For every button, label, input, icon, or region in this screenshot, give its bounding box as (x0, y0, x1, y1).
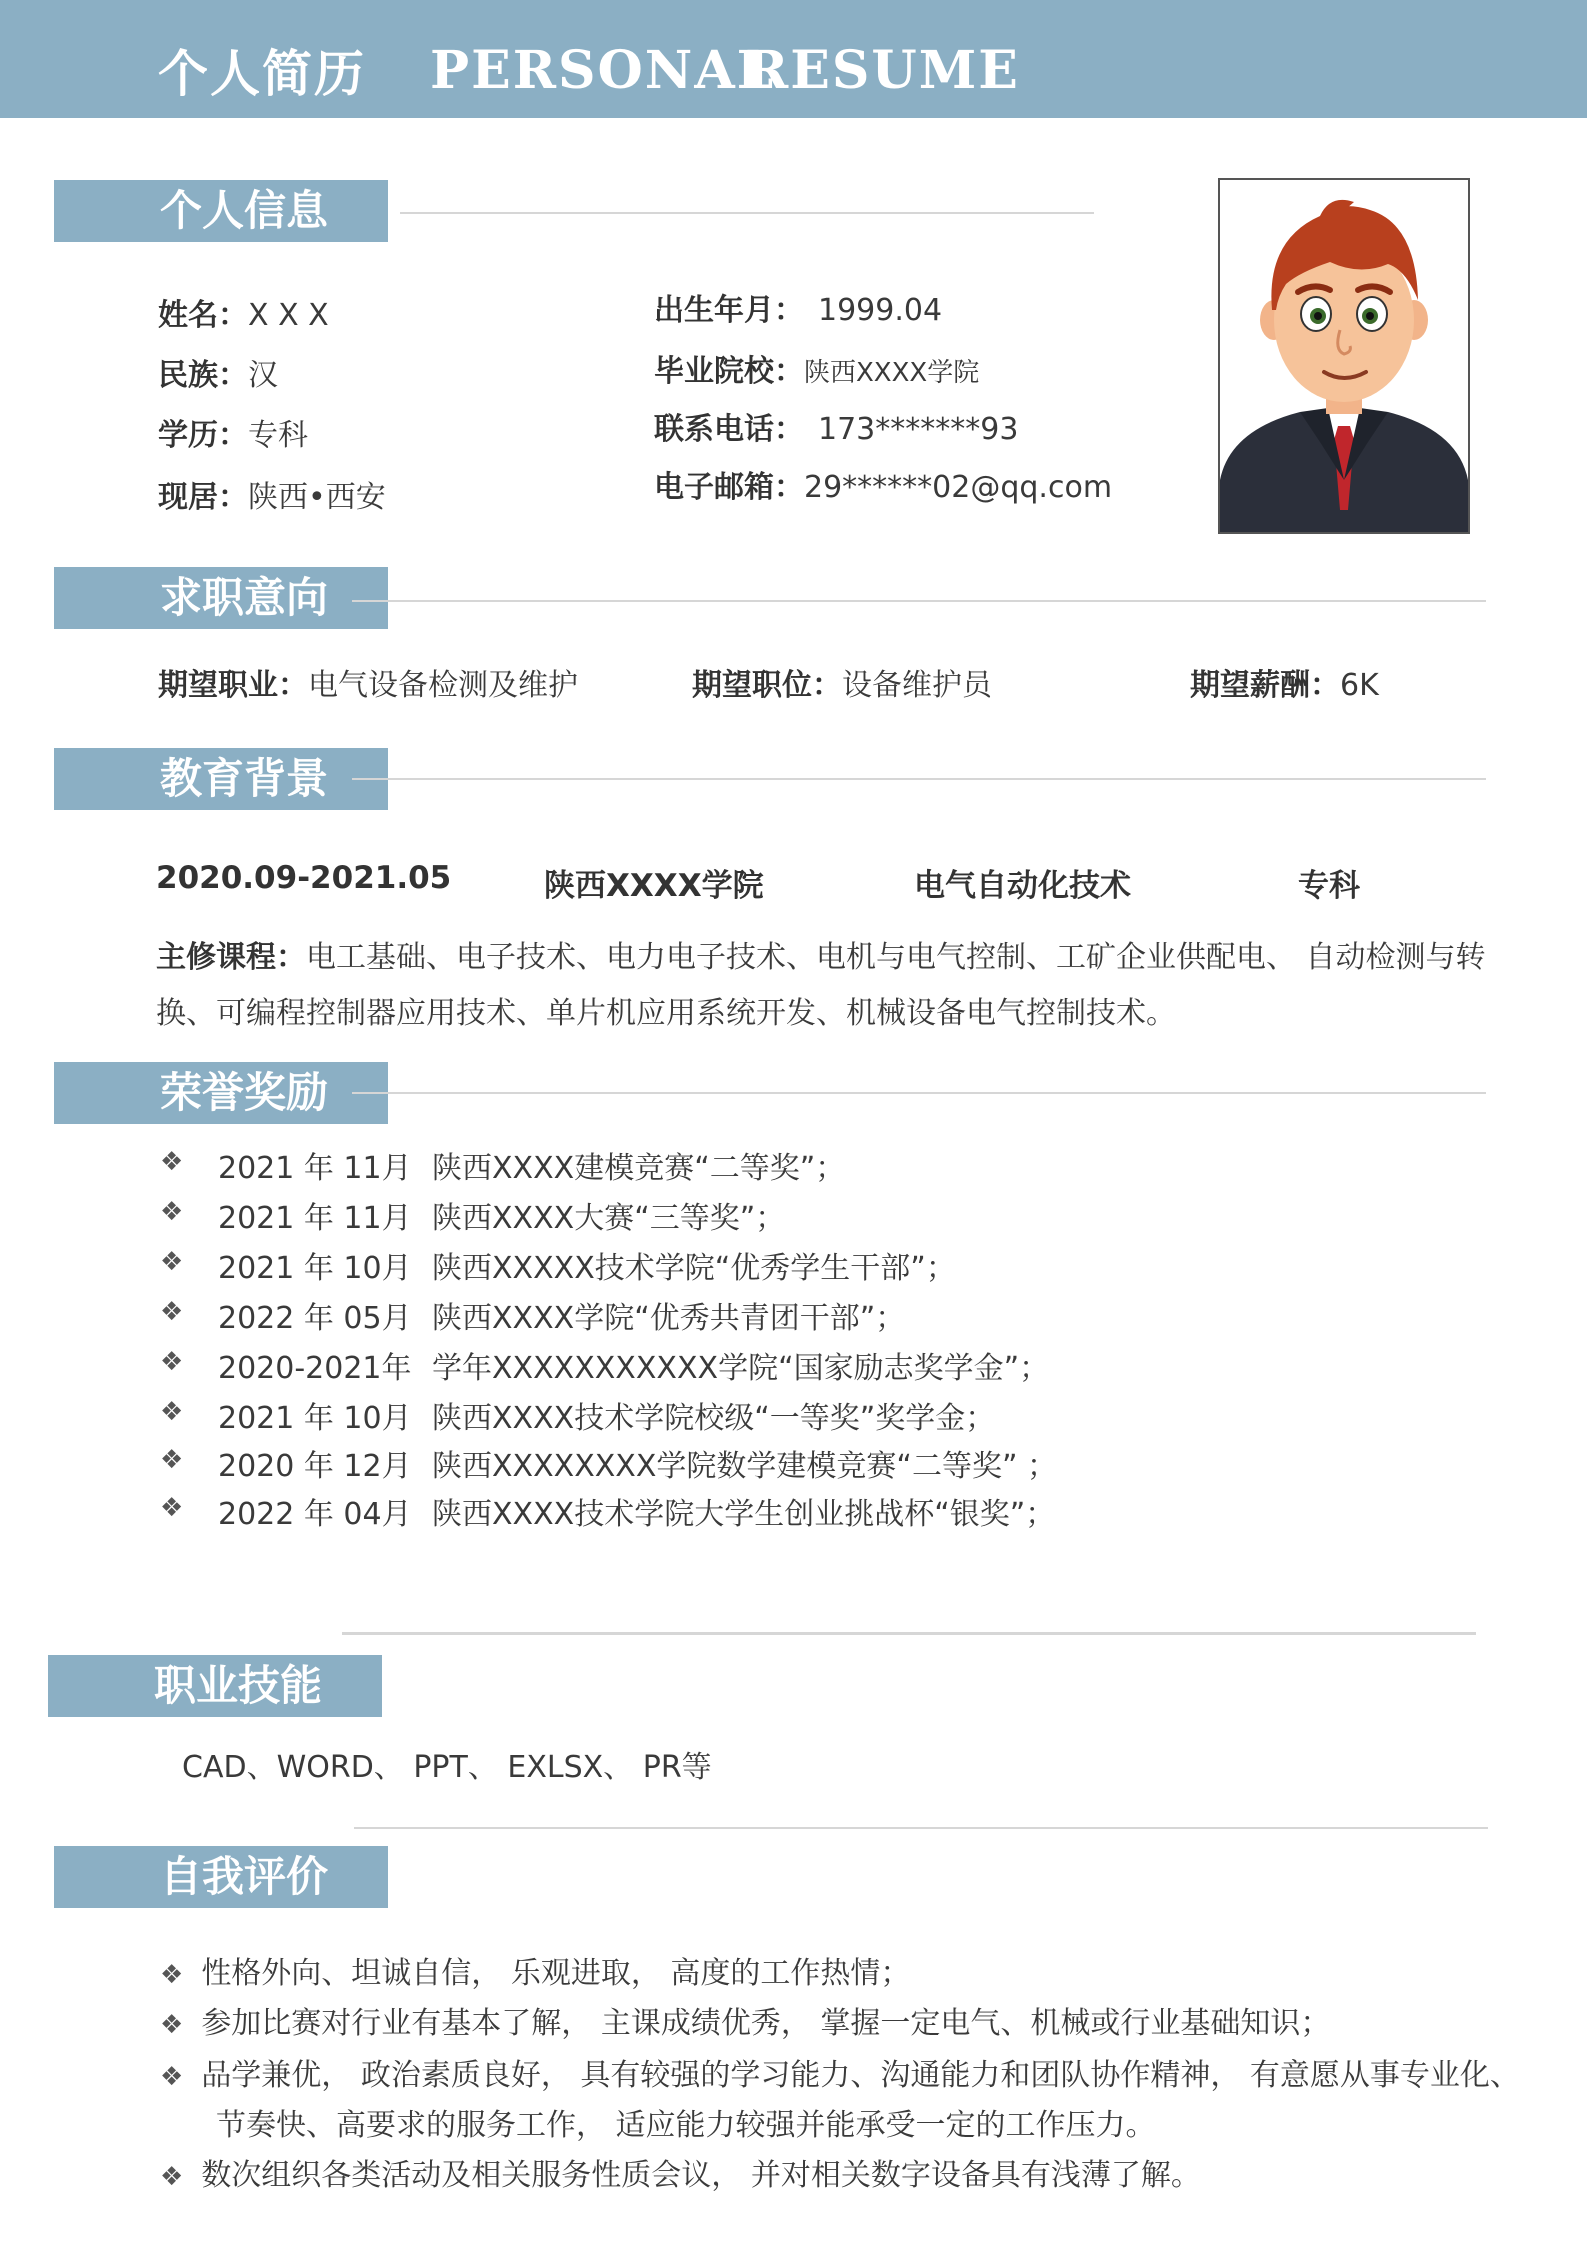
section-rule (352, 778, 1486, 780)
honor-item (160, 1193, 786, 1236)
bullet-icon: ❖ (160, 2162, 184, 2192)
honor-date: 2022 年 05月 (218, 1301, 412, 1336)
education-courses-line1: 主修课程：电工基础、电子技术、电力电子技术、电机与电气控制、工矿企业供配电、 自动检测与转 (156, 940, 1486, 975)
bullet-icon: ❖ (160, 2062, 184, 2092)
intent-position: 期望职位：设备维护员 (692, 668, 992, 703)
personal-phone: 联系电话： 173*******93 (654, 412, 1019, 447)
honor-text: 陕西XXXXXXXX学院数学建模竞赛“二等奖” ； (432, 1449, 1058, 1484)
bullet-icon: ❖ (160, 2010, 184, 2040)
header-banner (0, 0, 1587, 118)
section-rule (400, 212, 1094, 214)
self-eval-item (160, 2050, 1520, 2094)
personal-ethnicity: 民族：汉 (158, 358, 278, 393)
honor-item (160, 1243, 956, 1286)
personal-degree: 学历：专科 (158, 418, 308, 453)
bullet-icon: ❖ (160, 1347, 184, 1377)
section-title-personal: 个人信息 (54, 180, 388, 242)
honor-text: 学年XXXXXXXXXXX学院“国家励志奖学金”； (432, 1351, 1050, 1386)
bullet-icon: ❖ (160, 1247, 184, 1277)
bullet-icon: ❖ (160, 1445, 184, 1475)
honor-item (160, 1343, 1050, 1386)
section-rule (342, 1632, 1476, 1635)
honor-date: 2021 年 10月 (218, 1251, 412, 1286)
self-eval-text: 参加比赛对行业有基本了解， 主课成绩优秀， 掌握一定电气、机械或行业基础知识； (201, 2006, 1331, 2041)
bullet-icon: ❖ (160, 1493, 184, 1523)
self-eval-item (160, 1998, 1330, 2042)
honor-item (160, 1143, 846, 1186)
section-title-self-eval: 自我评价 (54, 1846, 388, 1908)
honor-item (160, 1489, 1056, 1532)
bullet-icon: ❖ (160, 1960, 184, 1990)
self-eval-text-continued: 节奏快、高要求的服务工作， 适应能力较强并能承受一定的工作压力。 (216, 2108, 1156, 2143)
personal-birth: 出生年月： 1999.04 (654, 293, 943, 328)
self-eval-text: 品学兼优， 政治素质良好， 具有较强的学习能力、沟通能力和团队协作精神， 有意愿从事专业化、 (201, 2058, 1520, 2093)
education-degree: 专科 (1298, 868, 1360, 904)
education-period: 2020.09-2021.05 (156, 860, 452, 896)
honor-date: 2021 年 10月 (218, 1401, 412, 1436)
self-eval-text: 数次组织各类活动及相关服务性质会议， 并对相关数字设备具有浅薄了解。 (201, 2158, 1201, 2193)
intent-salary: 期望薪酬：6K (1190, 668, 1379, 703)
honor-text: 陕西XXXXX技术学院“优秀学生干部”； (432, 1251, 956, 1286)
honor-date: 2020 年 12月 (218, 1449, 412, 1484)
self-eval-item (160, 1948, 910, 1992)
honor-date: 2021 年 11月 (218, 1201, 412, 1236)
personal-school: 毕业院校：陕西XXXX学院 (654, 354, 980, 389)
honor-date: 2022 年 04月 (218, 1497, 412, 1532)
profile-photo (1218, 178, 1470, 534)
honor-item (160, 1441, 1058, 1484)
honor-date: 2020-2021年 (218, 1351, 412, 1386)
avatar-illustration (1220, 180, 1468, 532)
honor-text: 陕西XXXX建模竞赛“二等奖”； (432, 1151, 846, 1186)
honor-text: 陕西XXXX技术学院大学生创业挑战杯“银奖”； (432, 1497, 1056, 1532)
self-eval-text: 性格外向、坦诚自信， 乐观进取， 高度的工作热情； (201, 1956, 911, 1991)
header-title-en-resume: RESUME (745, 40, 1020, 101)
section-rule (352, 600, 1486, 602)
honor-text: 陕西XXXX大赛“三等奖”； (432, 1201, 786, 1236)
intent-job: 期望职业：电气设备检测及维护 (158, 668, 578, 703)
personal-residence: 现居：陕西•西安 (158, 480, 386, 515)
personal-name: 姓名：X X X (158, 298, 329, 333)
honor-item (160, 1393, 996, 1436)
education-school: 陕西XXXX学院 (544, 868, 764, 904)
honor-date: 2021 年 11月 (218, 1151, 412, 1186)
section-rule (352, 1092, 1486, 1094)
honor-text: 陕西XXXX技术学院校级“一等奖”奖学金； (432, 1401, 996, 1436)
self-eval-item (160, 2150, 1201, 2194)
bullet-icon: ❖ (160, 1397, 184, 1427)
honor-text: 陕西XXXX学院“优秀共青团干部”； (432, 1301, 906, 1336)
section-title-skills: 职业技能 (48, 1655, 382, 1717)
section-title-intent: 求职意向 (54, 567, 388, 629)
header-title-en-personal: PERSONAL (430, 40, 776, 101)
education-major: 电气自动化技术 (914, 868, 1131, 904)
bullet-icon: ❖ (160, 1197, 184, 1227)
section-title-education: 教育背景 (54, 748, 388, 810)
skills-text: CAD、WORD、 PPT、 EXLSX、 PR等 (182, 1750, 712, 1785)
header-title-cn: 个人简历 (158, 45, 366, 103)
bullet-icon: ❖ (160, 1147, 184, 1177)
education-courses-line2: 换、可编程控制器应用技术、单片机应用系统开发、机械设备电气控制技术。 (156, 996, 1176, 1031)
honor-item (160, 1293, 906, 1336)
bullet-icon: ❖ (160, 1297, 184, 1327)
section-rule (354, 1827, 1488, 1829)
section-title-honors: 荣誉奖励 (54, 1062, 388, 1124)
personal-email: 电子邮箱：29******02@qq.com (654, 470, 1113, 505)
